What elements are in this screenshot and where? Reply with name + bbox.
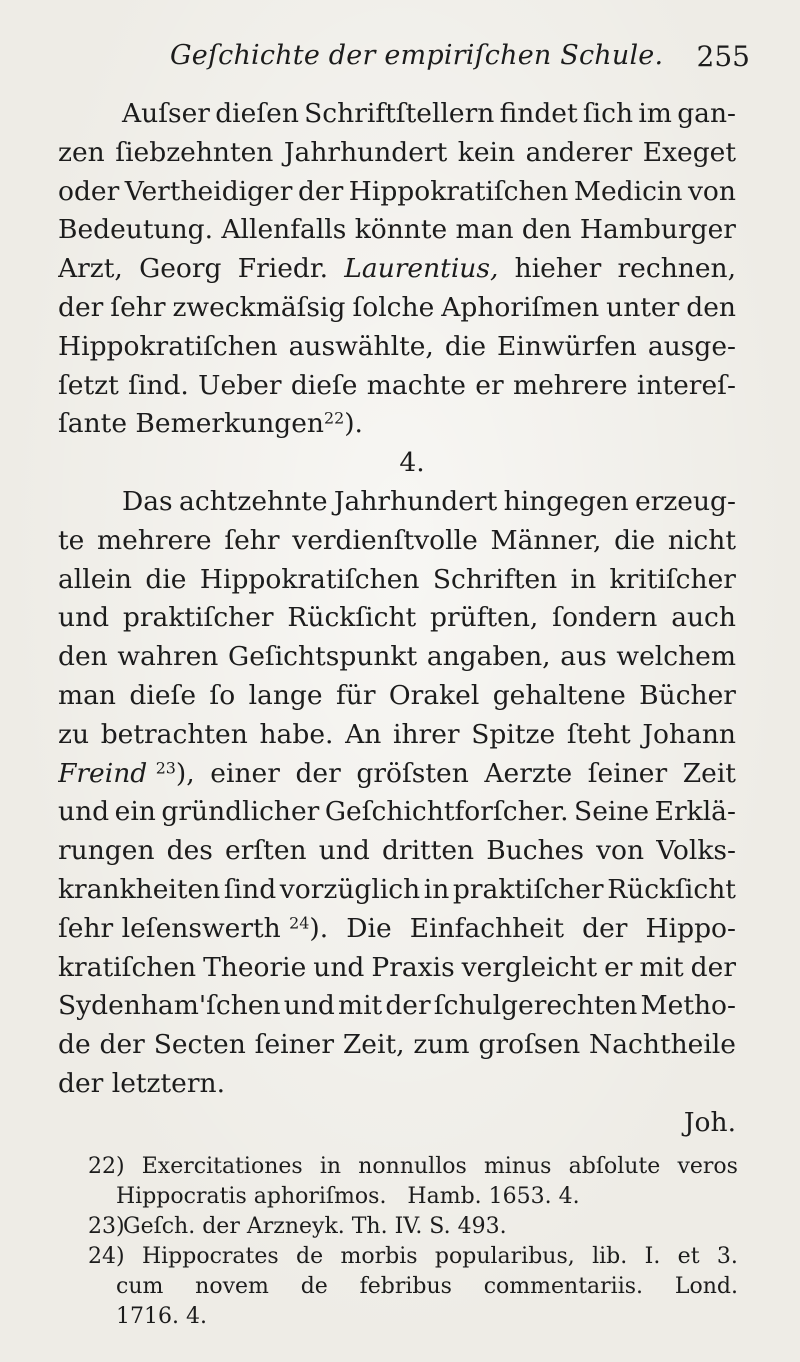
word: rungen	[58, 835, 155, 867]
text-line	[58, 832, 736, 871]
word: Hippokratiſchen	[348, 175, 569, 207]
text-line	[58, 289, 736, 328]
text-run: ),	[175, 757, 195, 789]
word: Aphoriſmen	[441, 291, 600, 323]
word: dieſe	[129, 679, 197, 711]
word: febribus	[359, 1274, 452, 1299]
page-header	[170, 40, 750, 84]
text-line	[58, 1104, 736, 1143]
word: zu	[58, 718, 90, 750]
word: und	[313, 951, 365, 983]
word: de	[296, 1244, 324, 1269]
word: wahren	[117, 641, 219, 673]
word: betrachten	[100, 718, 248, 750]
word: 3.	[716, 1244, 738, 1269]
text-line	[58, 328, 736, 367]
text-line	[58, 134, 736, 173]
word: der	[58, 291, 104, 323]
word: Geſichtspunkt	[228, 641, 418, 673]
word: Ueber	[198, 369, 282, 401]
word: Jahrhundert	[333, 485, 498, 517]
word: verdienſtvolle	[292, 524, 478, 556]
footnote-22-continuation: Hippocratis aphoriſmos. Hamb. 1653. 4.	[116, 1184, 580, 1209]
word: gründlicher	[161, 796, 320, 828]
word: Schriften	[432, 563, 558, 595]
text-line	[58, 910, 736, 949]
word: ſehr	[110, 291, 166, 323]
word: den	[521, 214, 572, 246]
word: groſsen	[478, 1029, 581, 1061]
word: I.	[644, 1244, 661, 1269]
word: ſetzt	[58, 369, 119, 401]
word: vorzüglich	[279, 873, 421, 905]
text-line	[58, 793, 736, 832]
word: findet	[499, 98, 578, 129]
word: popularibus,	[434, 1244, 575, 1269]
word: nicht	[667, 524, 736, 556]
word: Zeit,	[342, 1029, 405, 1061]
word: ſiebzehnten	[115, 136, 274, 168]
word: mehrere	[97, 524, 212, 556]
word: zen	[58, 136, 105, 168]
word: in	[570, 563, 597, 595]
paragraph-end	[58, 405, 363, 444]
word: oder	[58, 175, 120, 207]
word: vergleicht	[461, 951, 598, 983]
word: gröſsten	[356, 757, 469, 789]
word: gan-	[677, 98, 736, 129]
word: die	[444, 330, 486, 362]
word: könnte	[354, 214, 448, 246]
word: ſteht	[566, 718, 631, 750]
word: intereſ-	[636, 369, 736, 401]
text-line	[58, 367, 736, 406]
word: te	[58, 524, 85, 556]
word: Vertheidiger	[124, 175, 293, 207]
word: dieſen	[215, 98, 299, 129]
word: habe.	[259, 718, 334, 750]
footnote-number: 22)	[88, 1154, 125, 1179]
word: Arzt,	[58, 253, 123, 285]
text-run: ſante Bemerkungen	[58, 408, 324, 440]
word: ihrer	[393, 718, 460, 750]
word: ſondern	[552, 602, 658, 634]
footnote-ref-23[interactable]: 23	[155, 757, 176, 777]
text-line	[58, 755, 736, 794]
word: Praxis	[371, 951, 455, 983]
text-line	[58, 561, 736, 600]
word: Lond.	[674, 1274, 738, 1299]
word: Georg	[139, 253, 222, 285]
word: zweckmäſsig	[172, 291, 346, 323]
word: An	[345, 718, 382, 750]
word: dritten	[381, 835, 475, 867]
word: Das	[122, 485, 173, 517]
word: cum	[116, 1274, 164, 1299]
word: ausge-	[647, 330, 736, 362]
word: Jahrhundert	[283, 136, 448, 168]
word: er	[604, 951, 633, 983]
word: Spitze	[471, 718, 556, 750]
footnote-ref-24[interactable]: 24	[289, 913, 310, 932]
word: die	[614, 524, 656, 556]
word: und	[58, 796, 110, 828]
word: Friedr.	[237, 253, 329, 285]
word: lib.	[592, 1244, 628, 1269]
word: ein	[114, 796, 156, 828]
word: minus	[483, 1154, 552, 1179]
word: prüften,	[430, 602, 539, 634]
word: Orakel	[388, 679, 480, 711]
text-line	[58, 173, 736, 212]
word: für	[335, 679, 376, 711]
word: hieher	[514, 253, 602, 285]
word: ſeiner	[587, 757, 668, 789]
word: ſind.	[128, 369, 189, 401]
word: nonnullos	[358, 1154, 467, 1179]
word: Aerzte	[484, 757, 573, 789]
word: Sydenham'ſchen	[58, 990, 281, 1022]
word: gehaltene	[492, 679, 626, 711]
text-line	[58, 1026, 736, 1065]
section-number: 4.	[399, 447, 425, 479]
word: man	[455, 214, 514, 246]
catchword: Joh.	[683, 1106, 736, 1138]
text-line	[58, 987, 736, 1026]
freind-reference	[58, 755, 195, 794]
word: commentariis.	[483, 1274, 644, 1299]
word: zum	[413, 1029, 470, 1061]
word: lange	[248, 679, 323, 711]
word: Einwürfen	[497, 330, 637, 362]
word: ſolche	[352, 291, 435, 323]
word: den	[58, 641, 108, 673]
word: unter	[606, 291, 680, 323]
word: im	[638, 98, 672, 129]
footnote-22	[88, 1152, 738, 1182]
word: Einfachheit	[409, 912, 565, 944]
word: de	[58, 1029, 91, 1061]
footnote-24-continuation	[88, 1272, 738, 1302]
word: welchem	[616, 641, 736, 673]
footnote-number: 23)	[88, 1214, 125, 1239]
word: aus	[560, 641, 607, 673]
word: Bücher	[639, 679, 736, 711]
word: mehrere	[512, 369, 628, 401]
word: et	[677, 1244, 700, 1269]
word: Hamburger	[579, 214, 736, 246]
word: Nachtheile	[589, 1029, 736, 1061]
text-line	[58, 522, 736, 561]
word: der	[385, 990, 431, 1022]
text-line	[58, 638, 736, 677]
word: erzeug-	[635, 485, 736, 517]
text-line	[58, 250, 736, 289]
word: kein	[457, 136, 516, 168]
word: Zeit	[682, 757, 736, 789]
word: machte	[366, 369, 466, 401]
word: auswählte,	[288, 330, 434, 362]
word: Metho-	[640, 990, 736, 1022]
word: die	[145, 563, 187, 595]
text-line	[58, 405, 736, 444]
word: veros	[677, 1154, 738, 1179]
word: krankheiten	[58, 873, 221, 905]
footnote-text: Geſch. der Arzneyk. Th. IV. S. 493.	[123, 1214, 507, 1239]
word: Erklä-	[654, 796, 736, 828]
footnote-23	[88, 1212, 738, 1242]
body-text	[58, 95, 736, 1143]
word: Hippokratiſchen	[58, 330, 278, 362]
lesenswerth-reference: ſehr leſenswerth $^{24}$).	[58, 912, 329, 944]
word: man	[58, 679, 116, 711]
word: Exercitationes	[141, 1154, 303, 1179]
word: achtzehnte	[179, 485, 328, 517]
word: auch	[671, 602, 736, 634]
word: Theorie	[203, 951, 307, 983]
word: Volks-	[656, 835, 736, 867]
word: abſolute	[568, 1154, 661, 1179]
word: Hippo-	[645, 912, 736, 944]
word: der	[582, 912, 628, 944]
word: in	[319, 1154, 342, 1179]
word: der	[295, 757, 341, 789]
word: Geſchichtforſcher.	[324, 796, 569, 828]
word: de	[300, 1274, 328, 1299]
word: Auſser	[122, 98, 210, 129]
word: kritiſcher	[609, 563, 736, 595]
text-line	[58, 677, 736, 716]
word: den	[686, 291, 736, 323]
text-run: ).	[344, 408, 363, 440]
word: er	[475, 369, 504, 401]
word: Schriftſtellern	[304, 98, 495, 129]
word: der	[99, 1029, 145, 1061]
word: der	[690, 951, 736, 983]
text-line	[58, 483, 736, 522]
word: ſind	[223, 873, 277, 905]
word: rechnen,	[617, 253, 736, 285]
text-line	[58, 871, 736, 910]
author-name-freind: Freind	[58, 757, 148, 789]
footnote-number: 24)	[88, 1244, 125, 1269]
word: allein	[58, 563, 132, 595]
footnotes	[88, 1152, 738, 1332]
word: Exeget	[642, 136, 736, 168]
word: hingegen	[503, 485, 629, 517]
word: von	[687, 175, 736, 207]
word: Rückſicht	[607, 873, 736, 905]
word: Johann	[642, 718, 736, 750]
word: novem	[195, 1274, 269, 1299]
word: von	[596, 835, 645, 867]
footnote-24-continuation-2: 1716. 4.	[116, 1304, 207, 1329]
footnote-24	[88, 1242, 738, 1272]
word: des	[166, 835, 213, 867]
word: Allenfalls	[221, 214, 347, 246]
word: ſeiner	[254, 1029, 335, 1061]
text-line	[58, 949, 736, 988]
word: praktiſcher	[122, 602, 274, 634]
footnote-ref-22[interactable]: 22	[323, 408, 345, 428]
word: Männer,	[490, 524, 602, 556]
word: ſehr	[224, 524, 280, 556]
page-number: 255	[696, 40, 750, 73]
word: und	[58, 602, 110, 634]
text-line	[58, 211, 736, 250]
running-title: Geſchichte der empiriſchen Schule.	[170, 40, 664, 71]
word: in	[423, 873, 450, 905]
word: Medicin	[573, 175, 683, 207]
word: Seine	[574, 796, 650, 828]
author-name-laurentius: Laurentius,	[344, 253, 499, 285]
word: ſich	[582, 98, 634, 129]
word: Bedeutung.	[58, 214, 214, 246]
word: angaben,	[426, 641, 551, 673]
word: ſo	[209, 679, 236, 711]
word: Secten	[153, 1029, 246, 1061]
word: erſten	[225, 835, 307, 867]
text-line	[58, 95, 736, 134]
word: kratiſchen	[58, 951, 197, 983]
text-line	[58, 716, 736, 755]
word: anderer	[525, 136, 633, 168]
word: ſchulgerechten	[433, 990, 638, 1022]
word: mit	[639, 951, 684, 983]
word: Hippocrates	[141, 1244, 279, 1269]
word: dieſe	[290, 369, 358, 401]
word: einer	[210, 757, 280, 789]
word: praktiſcher	[452, 873, 604, 905]
text-run: ſehr leſenswerth	[58, 912, 281, 944]
word: Hippokratiſchen	[199, 563, 420, 595]
text-line	[58, 1065, 736, 1104]
word: Die	[346, 912, 392, 944]
paragraph-end: der letztern.	[58, 1067, 225, 1099]
word: Buches	[486, 835, 584, 867]
word: morbis	[340, 1244, 418, 1269]
word: und	[283, 990, 335, 1022]
word: der	[297, 175, 344, 207]
word: Rückſicht	[287, 602, 417, 634]
word: und	[318, 835, 370, 867]
text-line	[58, 599, 736, 638]
word: mit	[337, 990, 383, 1022]
